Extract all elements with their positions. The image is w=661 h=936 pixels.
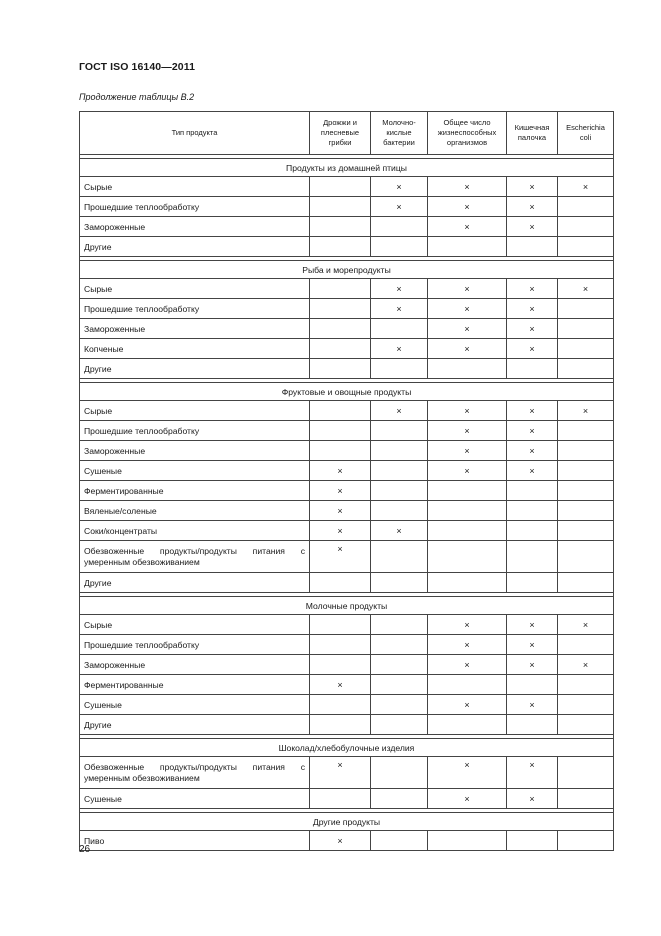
mark-cell: × [507,299,558,319]
mark-cell [371,715,428,735]
table-caption: Продолжение таблицы В.2 [79,92,195,102]
section-title-row [80,739,614,757]
product-type-cell: Обезвоженные продукты/продукты питания с умеренным обезвоживанием [80,757,310,789]
mark-cell [507,715,558,735]
mark-cell [558,299,614,319]
mark-cell: × [428,421,507,441]
product-type-cell: Сушеные [80,789,310,809]
mark-cell [558,359,614,379]
product-type-cell: Сушеные [80,695,310,715]
mark-cell [371,421,428,441]
product-type-cell: Обезвоженные продукты/продукты питания с умеренным обезвоживанием [80,541,310,573]
mark-cell: × [507,197,558,217]
table-row [80,695,614,715]
table-body [80,155,614,851]
product-type-cell: Прошедшие теплообработку [80,197,310,217]
product-type-cell: Пиво [80,831,310,851]
mark-cell [310,615,371,635]
mark-cell: × [558,655,614,675]
mark-cell: × [428,299,507,319]
mark-cell [310,573,371,593]
mark-cell: × [558,615,614,635]
product-type-cell: Копченые [80,339,310,359]
mark-cell: × [558,177,614,197]
product-type-cell: Замороженные [80,319,310,339]
mark-cell: × [371,299,428,319]
mark-cell [310,319,371,339]
mark-cell [507,501,558,521]
table-row [80,541,614,573]
mark-cell [310,401,371,421]
mark-cell [507,541,558,573]
mark-cell: × [371,197,428,217]
mark-cell [371,359,428,379]
mark-cell [310,789,371,809]
mark-cell: × [310,757,371,789]
product-type-cell: Сырые [80,279,310,299]
mark-cell [310,441,371,461]
mark-cell [507,831,558,851]
table-row [80,461,614,481]
mark-cell: × [428,441,507,461]
column-header-e-coli: Escherichia coli [558,112,614,155]
mark-cell [310,655,371,675]
product-type-cell: Соки/концентраты [80,521,310,541]
mark-cell: × [371,177,428,197]
section-title-row [80,159,614,177]
mark-cell [507,675,558,695]
mark-cell: × [310,481,371,501]
mark-cell [558,421,614,441]
section-title: Продукты из домашней птицы [80,159,614,177]
mark-cell [428,675,507,695]
table-row [80,441,614,461]
section-title-row [80,597,614,615]
mark-cell [558,197,614,217]
mark-cell [428,481,507,501]
column-header-total-viable-count: Общее число жизнеспособных организмов [428,112,507,155]
mark-cell: × [428,789,507,809]
product-type-cell: Другие [80,715,310,735]
mark-cell: × [428,635,507,655]
column-header-coliform: Кишечная палочка [507,112,558,155]
mark-cell [371,655,428,675]
mark-cell [310,421,371,441]
product-type-cell: Ферментированные [80,481,310,501]
mark-cell: × [507,615,558,635]
mark-cell [310,237,371,257]
mark-cell [371,695,428,715]
table-row [80,339,614,359]
mark-cell: × [428,217,507,237]
mark-cell [558,217,614,237]
product-type-cell: Другие [80,359,310,379]
mark-cell: × [558,401,614,421]
mark-cell: × [371,339,428,359]
mark-cell [371,461,428,481]
mark-cell [558,789,614,809]
mark-cell: × [428,279,507,299]
column-header-lactic-bacteria: Молочно-кислые бактерии [371,112,428,155]
mark-cell: × [507,441,558,461]
mark-cell: × [507,695,558,715]
column-header-product-type: Тип продукта [80,112,310,155]
mark-cell [558,675,614,695]
mark-cell [507,573,558,593]
mark-cell [428,715,507,735]
mark-cell: × [310,501,371,521]
table-row [80,299,614,319]
mark-cell [310,695,371,715]
mark-cell [371,217,428,237]
mark-cell: × [507,177,558,197]
section-title-row [80,383,614,401]
product-type-cell: Вяленые/соленые [80,501,310,521]
mark-cell [558,715,614,735]
mark-cell: × [507,217,558,237]
mark-cell: × [428,757,507,789]
column-header-yeast-mold: Дрожжи и плесневые грибки [310,112,371,155]
mark-cell [371,441,428,461]
product-type-cell: Прошедшие теплообработку [80,421,310,441]
section-title: Молочные продукты [80,597,614,615]
mark-cell [371,541,428,573]
table-row [80,635,614,655]
table-row [80,831,614,851]
mark-cell [558,461,614,481]
mark-cell [310,177,371,197]
table-row [80,501,614,521]
product-type-cell: Другие [80,237,310,257]
mark-cell [310,299,371,319]
page-number: 26 [79,844,91,855]
mark-cell [507,481,558,501]
product-type-cell: Сырые [80,615,310,635]
table-row [80,573,614,593]
mark-cell [371,615,428,635]
product-type-cell: Другие [80,573,310,593]
mark-cell [558,501,614,521]
product-type-cell: Замороженные [80,441,310,461]
product-type-cell: Ферментированные [80,675,310,695]
mark-cell: × [507,655,558,675]
table-row [80,757,614,789]
product-type-cell: Сырые [80,401,310,421]
mark-cell [310,339,371,359]
mark-cell: × [310,461,371,481]
table-row [80,481,614,501]
product-type-cell: Сырые [80,177,310,197]
mark-cell: × [310,675,371,695]
mark-cell [371,319,428,339]
mark-cell [371,675,428,695]
mark-cell: × [507,789,558,809]
mark-cell: × [507,757,558,789]
mark-cell [558,573,614,593]
mark-cell: × [310,831,371,851]
mark-cell [507,359,558,379]
mark-cell [558,237,614,257]
mark-cell [428,501,507,521]
table-row [80,217,614,237]
mark-cell [310,715,371,735]
product-type-cell: Замороженные [80,655,310,675]
table-row [80,401,614,421]
mark-cell [558,635,614,655]
mark-cell: × [428,655,507,675]
mark-cell [371,757,428,789]
mark-cell [558,481,614,501]
mark-cell: × [310,541,371,573]
mark-cell [558,831,614,851]
mark-cell [558,319,614,339]
mark-cell [428,831,507,851]
mark-cell: × [507,421,558,441]
mark-cell [428,237,507,257]
mark-cell [428,359,507,379]
mark-cell: × [507,279,558,299]
section-title: Шоколад/хлебобулочные изделия [80,739,614,757]
mark-cell [428,573,507,593]
mark-cell: × [428,319,507,339]
mark-cell [558,441,614,461]
table-row [80,675,614,695]
table-row [80,615,614,635]
product-type-cell: Прошедшие теплообработку [80,635,310,655]
section-title-row [80,261,614,279]
mark-cell: × [507,461,558,481]
mark-cell [558,339,614,359]
section-title-row [80,813,614,831]
mark-cell [428,521,507,541]
mark-cell: × [507,339,558,359]
table-row [80,319,614,339]
mark-cell [310,279,371,299]
mark-cell [558,521,614,541]
product-type-cell: Прошедшие теплообработку [80,299,310,319]
section-title: Рыба и морепродукты [80,261,614,279]
table-row [80,421,614,441]
document-header: ГОСТ ISO 16140—2011 [79,61,196,73]
mark-cell: × [428,177,507,197]
mark-cell [371,573,428,593]
product-type-cell: Сушеные [80,461,310,481]
mark-cell: × [428,695,507,715]
mark-cell: × [428,615,507,635]
table-row [80,279,614,299]
mark-cell [310,197,371,217]
mark-cell [558,695,614,715]
mark-cell [310,217,371,237]
mark-cell: × [371,279,428,299]
mark-cell: × [428,401,507,421]
section-title: Фруктовые и овощные продукты [80,383,614,401]
product-type-cell: Замороженные [80,217,310,237]
mark-cell: × [428,339,507,359]
mark-cell: × [371,521,428,541]
product-table [79,111,614,851]
mark-cell: × [371,401,428,421]
table-row [80,237,614,257]
mark-cell [371,789,428,809]
mark-cell [558,757,614,789]
table-row [80,521,614,541]
table-row [80,177,614,197]
mark-cell: × [428,197,507,217]
table-row [80,197,614,217]
table-row [80,655,614,675]
mark-cell [371,481,428,501]
mark-cell [310,635,371,655]
mark-cell: × [507,401,558,421]
mark-cell [371,635,428,655]
mark-cell: × [310,521,371,541]
mark-cell [310,359,371,379]
mark-cell [507,237,558,257]
mark-cell [428,541,507,573]
mark-cell [371,501,428,521]
mark-cell [371,237,428,257]
mark-cell [558,541,614,573]
section-title: Другие продукты [80,813,614,831]
mark-cell: × [507,319,558,339]
table-row [80,715,614,735]
mark-cell: × [428,461,507,481]
mark-cell [371,831,428,851]
mark-cell [507,521,558,541]
mark-cell: × [558,279,614,299]
mark-cell: × [507,635,558,655]
table-row [80,359,614,379]
table-row [80,789,614,809]
table-header-row [80,112,614,155]
